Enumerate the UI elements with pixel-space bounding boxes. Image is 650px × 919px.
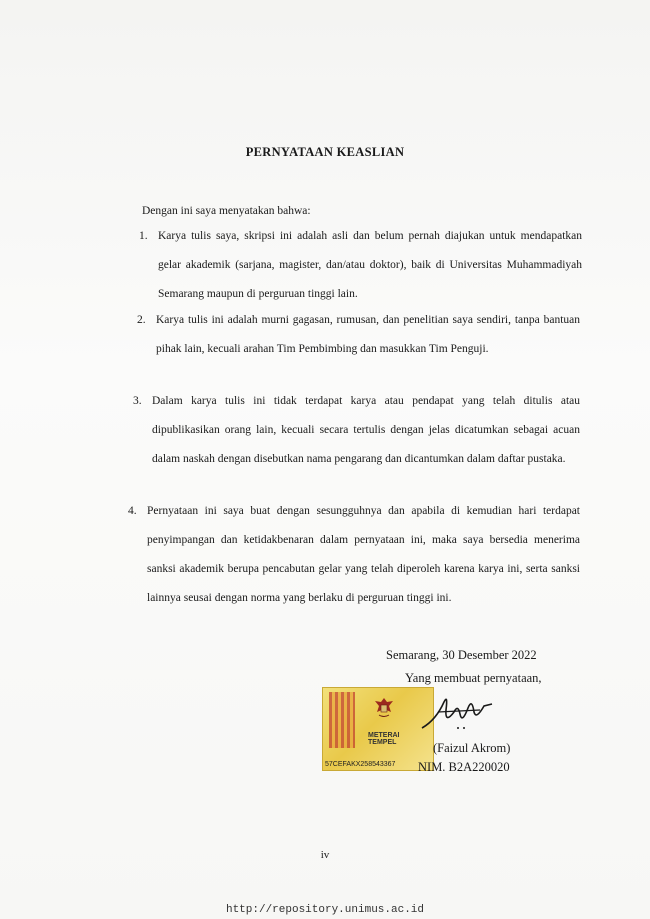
list-item: [128, 497, 580, 613]
list-item: [139, 222, 582, 309]
list-item: [137, 306, 580, 364]
stamp-value-pattern: [329, 692, 355, 748]
garuda-emblem-icon: [373, 696, 395, 720]
item-text: Pernyataan ini saya buat dengan sesungguhnya dan apabila di kemudian hari terdapat penyimpangan dan ketidakbenaran dalam pernyataan ini, maka saya bersedia menerima sanksi akademik berupa pencabutan gelar yang telah diperoleh karena karya ini, serta sanksi lainnya seusai dengan norma yang berlaku di perguruan tinggi ini.: [147, 505, 580, 604]
page-number: iv: [320, 849, 330, 861]
list-item: [133, 387, 580, 474]
intro-text: Dengan ini saya menyatakan bahwa:: [142, 205, 311, 217]
place-date: Semarang, 30 Desember 2022: [386, 648, 537, 662]
repository-url[interactable]: http://repository.unimus.ac.id: [225, 904, 425, 916]
page-title: PERNYATAAN KEASLIAN: [245, 145, 405, 159]
item-text: Karya tulis ini adalah murni gagasan, rumusan, dan penelitian saya sendiri, tanpa bantuan pihak lain, kecuali arahan Tim Pembimbing dan masukkan Tim Penguji.: [156, 314, 580, 355]
made-by-label: Yang membuat pernyataan,: [405, 671, 542, 685]
item-number: 4.: [128, 505, 137, 517]
signer-name: (Faizul Akrom): [433, 741, 511, 755]
item-number: 1.: [139, 230, 148, 242]
stamp-label: METERAI TEMPEL: [368, 732, 400, 746]
handwritten-signature: [418, 690, 498, 738]
item-text: Karya tulis saya, skripsi ini adalah asli dan belum pernah diajukan untuk mendapatkan gelar akademik (sarjana, magister, dan/atau doktor), baik di Universitas Muhammadiyah Semarang maupun di perguruan tinggi lain.: [158, 230, 582, 300]
stamp-code: 57CEFAKX258543367: [325, 761, 396, 768]
item-number: 3.: [133, 395, 142, 407]
signer-nim: NIM. B2A220020: [418, 760, 510, 774]
item-text: Dalam karya tulis ini tidak terdapat karya atau pendapat yang telah ditulis atau dipublikasikan orang lain, kecuali secara tertulis dengan jelas dicatumkan sebagai acuan dalam naskah dengan disebutkan nama pengarang dan dicantumkan dalam daftar pustaka.: [152, 395, 580, 465]
item-number: 2.: [137, 314, 146, 326]
